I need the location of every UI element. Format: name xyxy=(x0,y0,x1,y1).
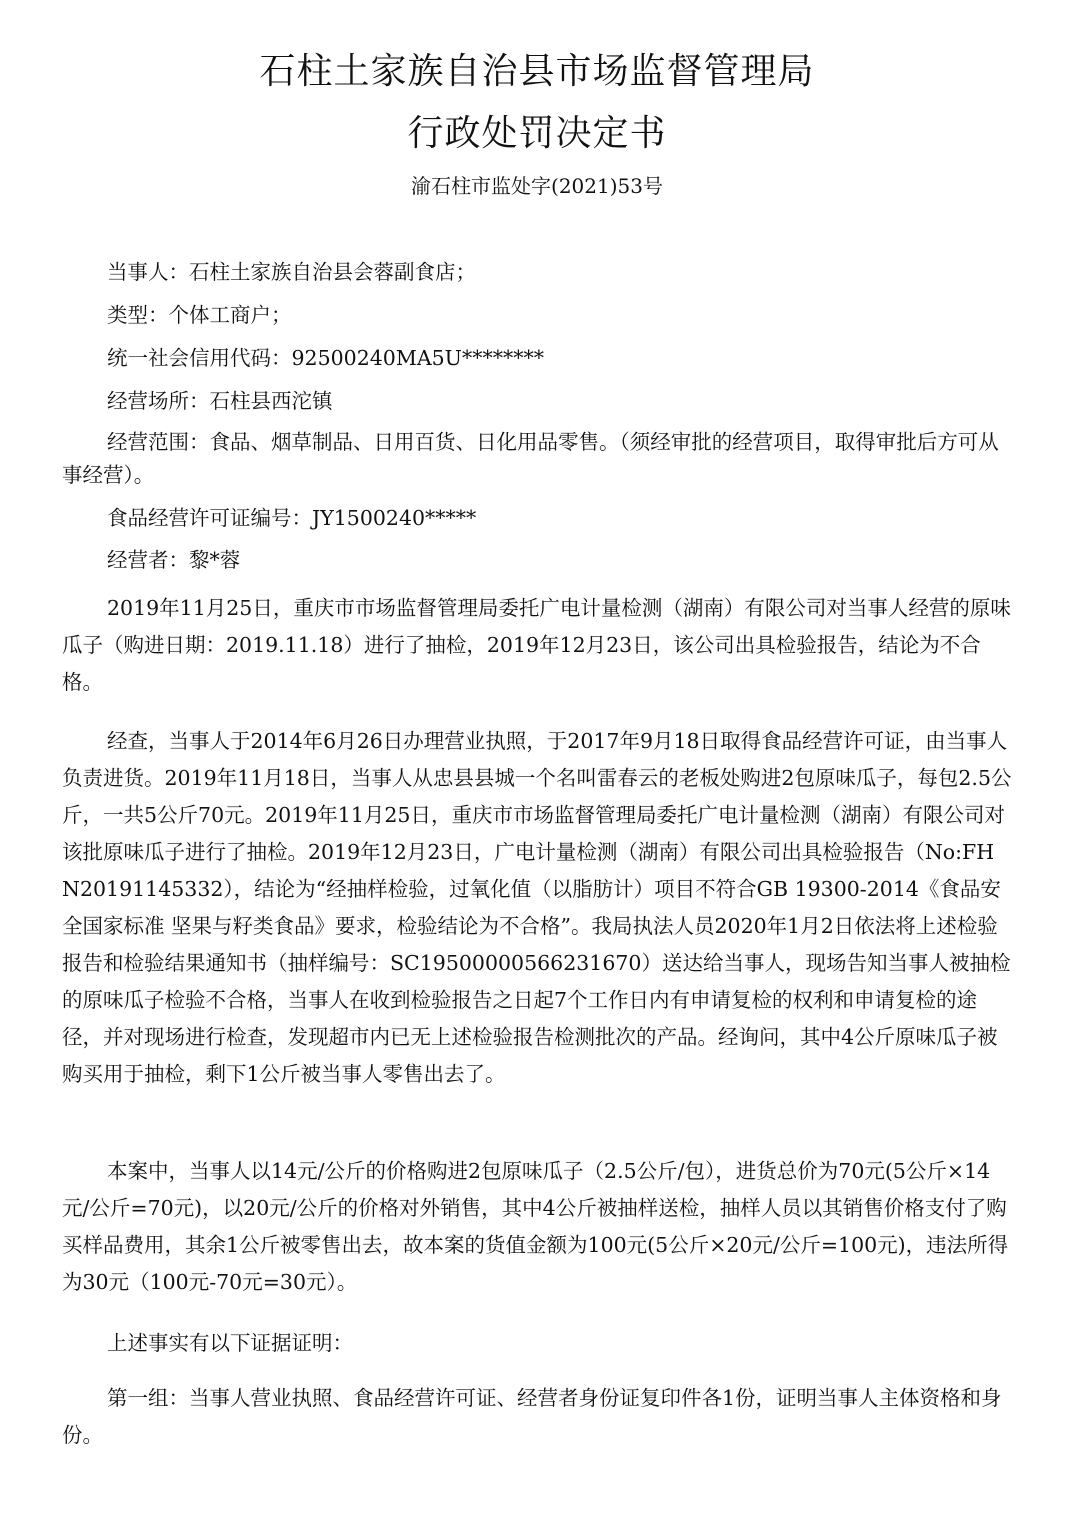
party-type: 类型：个体工商户； xyxy=(107,303,292,327)
paragraph-investigation: 经查，当事人于2014年6月26日办理营业执照，于2017年9月18日取得食品经营许可证，由当事人负责进货。2019年11月18日，当事人从忠县县城一个名叫雷春云的老板处购进2包原味瓜子，每包2.5公斤，一共5公斤70元。2019年11月25日，重庆市市场监督管理局委托广电计量检测（湖南）有限公司对该批原味瓜子进行了抽检。2019年12月23日，广电计量检测（湖南）有限公司出具检验报告（No:FHN20191145332），结论为“经抽样检验，过氧化值（以脂肪计）项目不符合GB 19300-2014《食品安全国家标准 坚果与籽类食品》要求，检验结论为不合格”。我局执法人员2020年1月2日依法将上述检验报告和检验结果通知书（抽样编号：SC19500000566231670）送达给当事人，现场告知当事人被抽检的原味瓜子检验不合格，当事人在收到检验报告之日起7个工作日内有申请复检的权利和申请复检的途径，并对现场进行检查，发现超市内已无上述检验报告检测批次的产品。经询问，其中4公斤原味瓜子被购买用于抽检，剩下1公斤被当事人零售出去了。 xyxy=(62,729,1012,1086)
party-credit-code: 统一社会信用代码：92500240MA5U******** xyxy=(107,346,544,370)
document-number: 渝石柱市监处字(2021)53号 xyxy=(411,174,663,198)
document-title-agency: 石柱土家族自治县市场监督管理局 xyxy=(259,51,815,92)
party-business-scope: 经营范围：食品、烟草制品、日用百货、日化用品零售。（须经审批的经营项目，取得审批后方可从事经营）。 xyxy=(62,430,999,487)
paragraph-evidence-group-1: 第一组：当事人营业执照、食品经营许可证、经营者身份证复印件各1份，证明当事人主体资格和身份。 xyxy=(62,1386,1002,1447)
party-food-license: 食品经营许可证编号：JY1500240***** xyxy=(107,506,477,530)
party-operator: 经营者：黎*蓉 xyxy=(107,548,241,572)
paragraph-sampling: 2019年11月25日，重庆市市场监督管理局委托广电计量检测（湖南）有限公司对当事人经营的原味瓜子（购进日期：2019.11.18）进行了抽检，2019年12月23日，该公司出具检验报告，结论为不合格。 xyxy=(62,596,1011,694)
party-name: 当事人：石柱土家族自治县会蓉副食店； xyxy=(107,260,476,284)
document-title-type: 行政处罚决定书 xyxy=(407,113,667,154)
party-location: 经营场所：石柱县西沱镇 xyxy=(107,389,333,413)
paragraph-evidence-intro: 上述事实有以下证据证明： xyxy=(107,1331,353,1355)
paragraph-value-calculation: 本案中，当事人以14元/公斤的价格购进2包原味瓜子（2.5公斤/包），进货总价为70元(5公斤×14元/公斤=70元)，以20元/公斤的价格对外销售，其中4公斤被抽样送检，抽样人员以其销售价格支付了购买样品费用，其余1公斤被零售出去，故本案的货值金额为100元(5公斤×20元/公斤=100元)，违法所得为30元（100元-70元=30元）。 xyxy=(62,1159,1009,1294)
